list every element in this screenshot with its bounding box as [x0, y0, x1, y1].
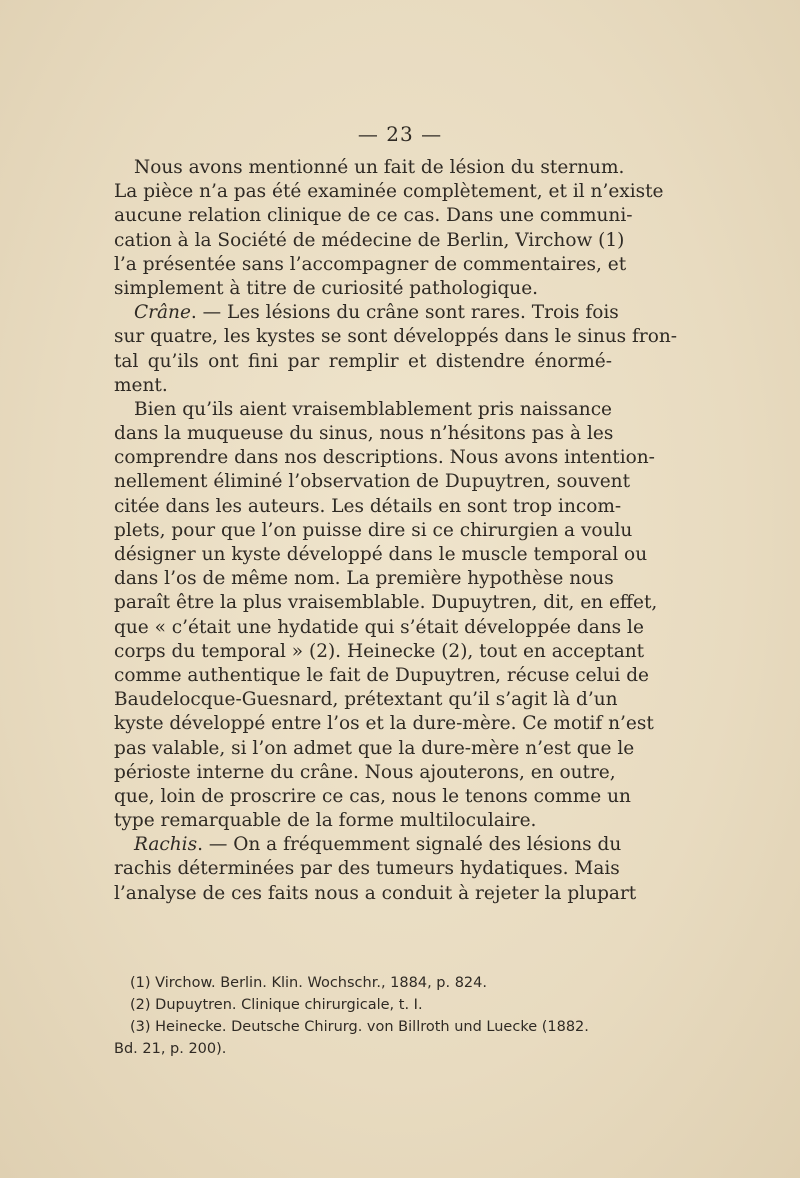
text-line: dans l’os de même nom. La première hypothèse nous: [114, 568, 614, 590]
text-line: rachis déterminées par des tumeurs hydatiques. Mais: [114, 858, 620, 880]
text-line: La pièce n’a pas été examinée complètement, et il n’existe: [114, 181, 664, 203]
text-line: périoste interne du crâne. Nous ajouterons, en outre,: [114, 761, 616, 783]
footnotes: [114, 972, 612, 1060]
text-line: comme authentique le fait de Dupuytren, récuse celui de: [114, 664, 650, 686]
section-heading-line: [114, 301, 619, 325]
text-line: plets, pour que l’on puisse dire si ce chirurgien a voulu: [114, 519, 633, 541]
text-line: aucune relation clinique de ce cas. Dans une communi-: [114, 205, 633, 227]
text-line: type remarquable de la forme multiloculaire.: [114, 810, 537, 832]
text-line: l’a présentée sans l’accompagner de commentaires, et: [114, 253, 627, 275]
section-title-rachis: Rachis: [134, 834, 198, 856]
text-line: tal qu’ils ont fini par remplir et distendre énormé-: [114, 350, 612, 372]
section-heading-line: [114, 833, 622, 857]
text-line: paraît être la plus vraisemblable. Dupuytren, dit, en effet,: [114, 592, 658, 614]
text-line-rest: . — On a fréquemment signalé des lésions du: [197, 834, 622, 856]
footnote: (2) Dupuytren. Clinique chirurgicale, t. I.: [130, 997, 423, 1013]
footnote-continuation: Bd. 21, p. 200).: [114, 1041, 227, 1057]
footnote: (1) Virchow. Berlin. Klin. Wochschr., 1884, p. 824.: [130, 975, 487, 991]
text-line: simplement à titre de curiosité pathologique.: [114, 277, 539, 299]
body-text: [114, 156, 678, 906]
page-number: — 23 —: [357, 122, 443, 146]
text-line: Nous avons mentionné un fait de lésion du sternum.: [134, 157, 625, 178]
text-line: pas valable, si l’on admet que la dure-mère n’est que le: [114, 737, 635, 759]
text-line: que, loin de proscrire ce cas, nous le tenons comme un: [114, 785, 631, 807]
text-line: Baudelocque-Guesnard, prétextant qu’il s’agit là d’un: [114, 689, 618, 711]
text-line: dans la muqueuse du sinus, nous n’hésitons pas à les: [114, 423, 614, 445]
text-line: désigner un kyste développé dans le muscle temporal ou: [114, 544, 648, 565]
text-line: cation à la Société de médecine de Berlin, Virchow (1): [114, 229, 625, 251]
footnote: (3) Heinecke. Deutsche Chirurg. von Billroth und Luecke (1882.: [130, 1019, 589, 1035]
text-line: corps du temporal » (2). Heinecke (2), tout en acceptant: [114, 640, 645, 662]
section-title-crane: Crâne: [134, 302, 191, 324]
text-line: kyste développé entre l’os et la dure-mère. Ce motif n’est: [114, 713, 654, 735]
text-line: l’analyse de ces faits nous a conduit à rejeter la plupart: [114, 882, 637, 904]
text-line: sur quatre, les kystes se sont développés dans le sinus fron-: [114, 326, 678, 348]
text-line: que « c’était une hydatide qui s’était développée dans le: [114, 616, 644, 638]
text-line: nellement éliminé l’observation de Dupuytren, souvent: [114, 471, 631, 493]
text-line: ment.: [114, 374, 168, 396]
text-line-rest: . — Les lésions du crâne sont rares. Trois fois: [190, 302, 619, 324]
text-line: citée dans les auteurs. Les détails en sont trop incom-: [114, 495, 622, 517]
text-line: Bien qu’ils aient vraisemblablement pris naissance: [134, 398, 612, 420]
text-line: comprendre dans nos descriptions. Nous avons intention-: [114, 447, 655, 469]
